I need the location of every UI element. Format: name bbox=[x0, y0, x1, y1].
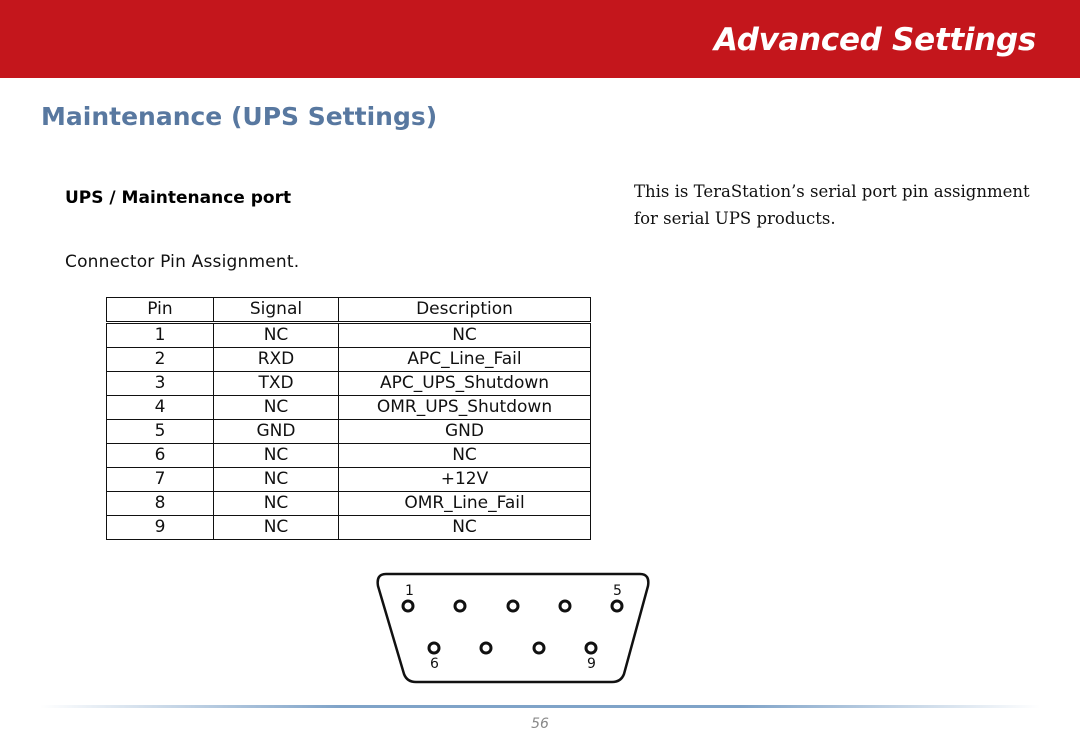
table-row bbox=[107, 468, 591, 492]
description-cell: NC bbox=[339, 323, 591, 348]
pin-label-9: 9 bbox=[587, 656, 596, 672]
pin-cell: 9 bbox=[107, 516, 214, 540]
section-title: Maintenance (UPS Settings) bbox=[41, 102, 438, 131]
table-row bbox=[107, 444, 591, 468]
header-pin: Pin bbox=[107, 298, 214, 323]
pin-label-1: 1 bbox=[405, 583, 414, 599]
db9-connector-icon bbox=[374, 570, 654, 690]
table-row bbox=[107, 492, 591, 516]
pin-cell: 4 bbox=[107, 396, 214, 420]
connector-shell bbox=[378, 574, 649, 682]
port-heading: UPS / Maintenance port bbox=[65, 188, 292, 208]
signal-cell: RXD bbox=[214, 348, 339, 372]
pin-4-hole bbox=[560, 601, 570, 611]
description-cell: APC_Line_Fail bbox=[339, 348, 591, 372]
signal-cell: NC bbox=[214, 444, 339, 468]
footer-divider bbox=[40, 705, 1040, 708]
signal-cell: TXD bbox=[214, 372, 339, 396]
description-cell: +12V bbox=[339, 468, 591, 492]
pin-cell: 3 bbox=[107, 372, 214, 396]
table-row bbox=[107, 323, 591, 348]
table-row bbox=[107, 420, 591, 444]
page-header-title: Advanced Settings bbox=[713, 22, 1036, 58]
header-description: Description bbox=[339, 298, 591, 323]
description-cell: GND bbox=[339, 420, 591, 444]
pin-assignment-table bbox=[106, 297, 591, 540]
pin-cell: 5 bbox=[107, 420, 214, 444]
description-cell: NC bbox=[339, 516, 591, 540]
page-number: 56 bbox=[531, 716, 549, 732]
table-row bbox=[107, 348, 591, 372]
signal-cell: NC bbox=[214, 468, 339, 492]
table-row bbox=[107, 396, 591, 420]
pin-label-6: 6 bbox=[430, 656, 439, 672]
table-header-row bbox=[107, 298, 591, 323]
pin-5-hole bbox=[612, 601, 622, 611]
connector-caption: Connector Pin Assignment. bbox=[65, 252, 300, 272]
table-row bbox=[107, 372, 591, 396]
pin-7-hole bbox=[481, 643, 491, 653]
pin-label-5: 5 bbox=[613, 583, 622, 599]
description-cell: OMR_UPS_Shutdown bbox=[339, 396, 591, 420]
description-cell: OMR_Line_Fail bbox=[339, 492, 591, 516]
header-bar bbox=[0, 0, 1080, 78]
description-text: This is TeraStation’s serial port pin assignment for serial UPS products. bbox=[634, 182, 1030, 228]
pin-9-hole bbox=[586, 643, 596, 653]
header-signal: Signal bbox=[214, 298, 339, 323]
pin-cell: 8 bbox=[107, 492, 214, 516]
pin-1-hole bbox=[403, 601, 413, 611]
pin-3-hole bbox=[508, 601, 518, 611]
table-row bbox=[107, 516, 591, 540]
description-cell: NC bbox=[339, 444, 591, 468]
pin-cell: 6 bbox=[107, 444, 214, 468]
signal-cell: NC bbox=[214, 492, 339, 516]
pin-6-hole bbox=[429, 643, 439, 653]
pin-cell: 2 bbox=[107, 348, 214, 372]
pin-cell: 1 bbox=[107, 323, 214, 348]
signal-cell: NC bbox=[214, 396, 339, 420]
pin-8-hole bbox=[534, 643, 544, 653]
pin-2-hole bbox=[455, 601, 465, 611]
description-cell: APC_UPS_Shutdown bbox=[339, 372, 591, 396]
signal-cell: GND bbox=[214, 420, 339, 444]
signal-cell: NC bbox=[214, 323, 339, 348]
signal-cell: NC bbox=[214, 516, 339, 540]
pin-cell: 7 bbox=[107, 468, 214, 492]
